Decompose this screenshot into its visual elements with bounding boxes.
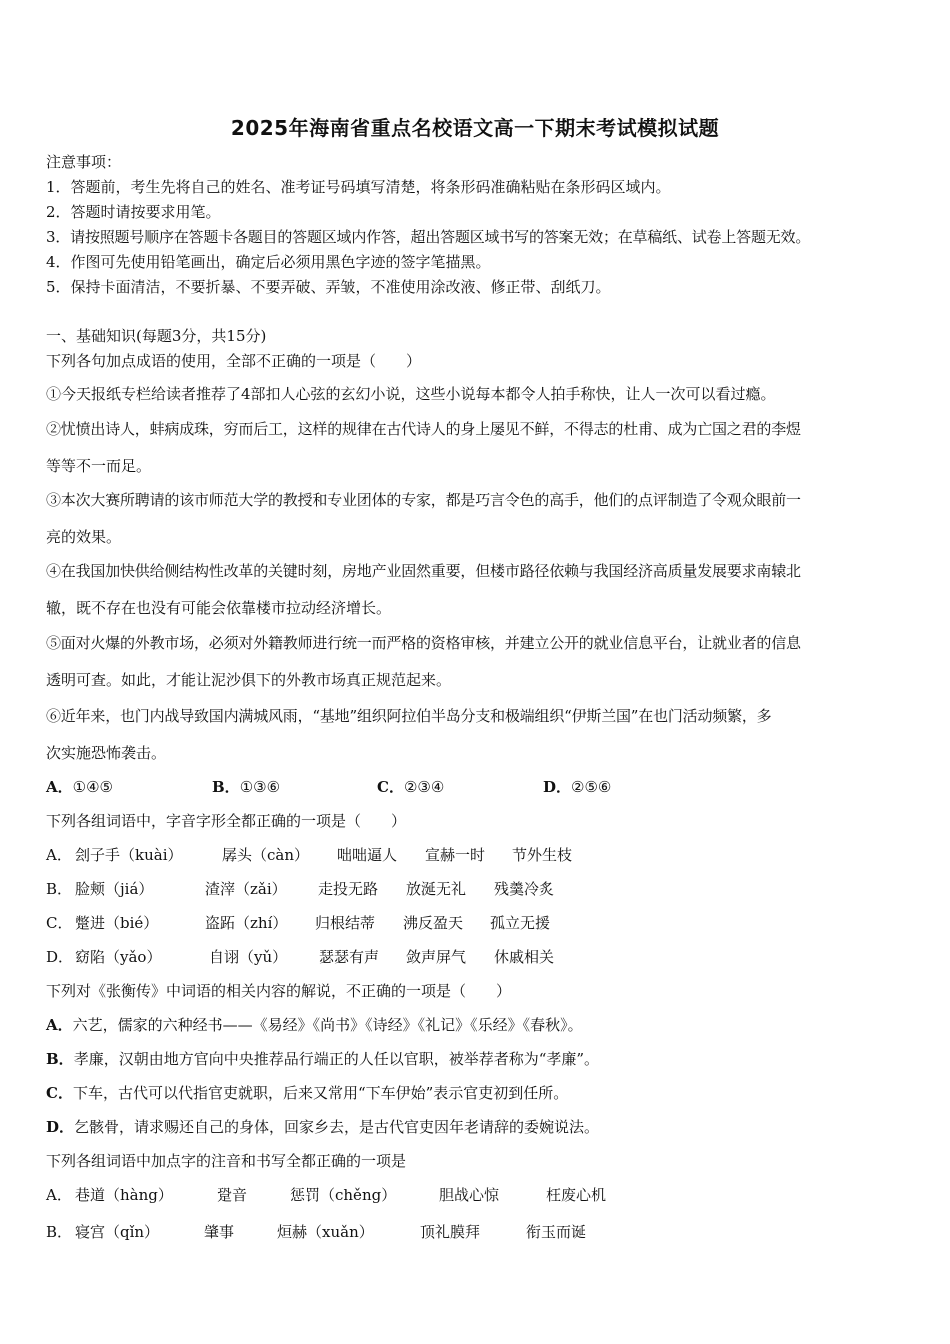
q2-word: 节外生枝 <box>512 846 573 864</box>
q2-option-c-label[interactable]: C． <box>46 914 73 932</box>
q4-option-b-label[interactable]: B． <box>46 1223 73 1241</box>
q2-word: 孤立无援 <box>490 914 551 932</box>
option-text: ①③⑥ <box>239 778 281 796</box>
q4-word: 胆战心惊 <box>439 1186 500 1204</box>
q1-sentence-5: ⑤面对火爆的外教市场，必须对外籍教师进行统一而严格的资格审核，并建立公开的就业信息平台，让就业者的信息 <box>46 634 801 652</box>
q1-sentence-4: ④在我国加快供给侧结构性改革的关键时刻，房地产业固然重要，但楼市路径依赖与我国经济高质量发展要求南辕北 <box>46 562 801 580</box>
q1-sentence-5-cont: 透明可查。如此，才能让泥沙俱下的外教市场真正规范起来。 <box>46 671 452 689</box>
notice-item: 1．答题前，考生先将自己的姓名、准考证号码填写清楚，将条形码准确粘贴在条形码区域内。 <box>46 178 671 196</box>
q2-word: 孱头（càn） <box>222 846 310 864</box>
q4-word: 枉废心机 <box>546 1186 607 1204</box>
q2-word: 咄咄逼人 <box>337 846 398 864</box>
q4-word: 跫音 <box>217 1186 248 1204</box>
q4-word: 衔玉而诞 <box>526 1223 587 1241</box>
q3-option-d[interactable] <box>46 1116 599 1138</box>
exam-title: 2025年海南省重点名校语文高一下期末考试模拟试题 <box>230 116 720 140</box>
q2-word: 敛声屏气 <box>406 948 467 966</box>
q2-word: 休戚相关 <box>494 948 555 966</box>
q1-sentence-2-cont: 等等不一而足。 <box>46 457 152 475</box>
q2-word: 脸颊（jiá） <box>75 880 154 898</box>
notice-item: 3．请按照题号顺序在答题卡各题目的答题区域内作答，超出答题区域书写的答案无效；在草稿纸、试卷上答题无效。 <box>46 228 811 246</box>
option-text: 下车，古代可以代指官吏就职，后来又常用“下车伊始”表示官吏初到任所。 <box>72 1084 569 1102</box>
q2-option-b-label[interactable]: B． <box>46 880 73 898</box>
option-label: B． <box>46 1050 74 1068</box>
q1-option-c[interactable] <box>377 776 444 798</box>
q1-sentence-6: ⑥近年来，也门内战导致国内满城风雨，“基地”组织阿拉伯半岛分支和极端组织“伊斯兰国”在也门活动频繁，多 <box>46 707 772 725</box>
option-label: D． <box>543 778 572 796</box>
q2-word: 盗跖（zhí） <box>205 914 288 932</box>
question-stem: 下列各组词语中，字音字形全都正确的一项是（ ） <box>46 812 407 830</box>
option-text: ②③④ <box>403 778 445 796</box>
q4-option-a-label[interactable]: A． <box>46 1186 72 1204</box>
q2-word: 刽子手（kuài） <box>75 846 183 864</box>
q4-word: 惩罚（chěng） <box>290 1186 397 1204</box>
question-stem: 下列各组词语中加点字的注音和书写全都正确的一项是 <box>46 1152 407 1170</box>
q3-option-a[interactable] <box>46 1014 583 1036</box>
q1-sentence-2: ②忧愤出诗人，蚌病成珠，穷而后工，这样的规律在古代诗人的身上屡见不鲜，不得志的杜甫、成为亡国之君的李煜 <box>46 420 801 438</box>
option-text: ①④⑤ <box>72 778 113 796</box>
q2-word: 窈陷（yǎo） <box>75 948 162 966</box>
q1-option-a[interactable] <box>46 776 113 798</box>
notice-item: 2．答题时请按要求用笔。 <box>46 203 221 221</box>
option-text: 乞骸骨，请求赐还自己的身体，回家乡去，是古代官吏因年老请辞的委婉说法。 <box>74 1118 600 1136</box>
q1-option-b[interactable] <box>212 776 280 798</box>
q3-option-c[interactable] <box>46 1082 568 1104</box>
option-label: B． <box>212 778 240 796</box>
q1-sentence-3-cont: 亮的效果。 <box>46 528 122 546</box>
q2-word: 走投无路 <box>318 880 379 898</box>
q2-word: 放涎无礼 <box>406 880 467 898</box>
notice-item: 5．保持卡面清洁，不要折暴、不要弄破、弄皱，不准使用涂改液、修正带、刮纸刀。 <box>46 278 611 296</box>
notice-heading: 注意事项： <box>46 153 122 171</box>
q4-word: 肇事 <box>204 1223 235 1241</box>
option-text: 孝廉，汉朝由地方官向中央推荐品行端正的人任以官职，被举荐者称为“孝廉”。 <box>73 1050 600 1068</box>
option-label: A． <box>46 1016 73 1034</box>
q4-word: 寝宫（qǐn） <box>75 1223 160 1241</box>
option-label: D． <box>46 1118 75 1136</box>
q4-word: 烜赫（xuǎn） <box>277 1223 374 1241</box>
q2-word: 自诩（yǔ） <box>209 948 288 966</box>
q2-word: 渣滓（zǎi） <box>205 880 287 898</box>
option-label: C． <box>377 778 404 796</box>
q2-word: 瑟瑟有声 <box>319 948 380 966</box>
q2-word: 宣赫一时 <box>425 846 486 864</box>
q4-word: 巷道（hàng） <box>75 1186 173 1204</box>
section-heading: 一、基础知识(每题3分，共15分) <box>46 327 267 345</box>
q2-word: 归根结蒂 <box>315 914 376 932</box>
q3-option-b[interactable] <box>46 1048 599 1070</box>
q1-sentence-6-cont: 次实施恐怖袭击。 <box>46 744 167 762</box>
q2-word: 沸反盈天 <box>403 914 464 932</box>
q4-word: 顶礼膜拜 <box>420 1223 481 1241</box>
question-stem: 下列各句加点成语的使用，全部不正确的一项是（ ） <box>46 352 422 370</box>
q2-option-a-label[interactable]: A． <box>46 846 72 864</box>
notice-item: 4．作图可先使用铅笔画出，确定后必须用黑色字迹的签字笔描黑。 <box>46 253 491 271</box>
option-label: A． <box>46 778 73 796</box>
q2-word: 残羹冷炙 <box>494 880 555 898</box>
q1-option-d[interactable] <box>543 776 611 798</box>
q2-option-d-label[interactable]: D． <box>46 948 74 966</box>
q1-sentence-3: ③本次大赛所聘请的该市师范大学的教授和专业团体的专家，都是巧言令色的高手，他们的点评制造了令观众眼前一 <box>46 491 801 509</box>
question-stem: 下列对《张衡传》中词语的相关内容的解说，不正确的一项是（ ） <box>46 982 512 1000</box>
option-label: C． <box>46 1084 73 1102</box>
q2-word: 蹩进（bié） <box>75 914 159 932</box>
q1-sentence-1: ①今天报纸专栏给读者推荐了4部扣人心弦的玄幻小说，这些小说每本都令人拍手称快，让人一次可以看过瘾。 <box>46 385 776 403</box>
option-text: 六艺，儒家的六种经书——《易经》《尚书》《诗经》《礼记》《乐经》《春秋》。 <box>72 1016 583 1034</box>
q1-sentence-4-cont: 辙，既不存在也没有可能会依靠楼市拉动经济增长。 <box>46 599 392 617</box>
option-text: ②⑤⑥ <box>571 778 612 796</box>
